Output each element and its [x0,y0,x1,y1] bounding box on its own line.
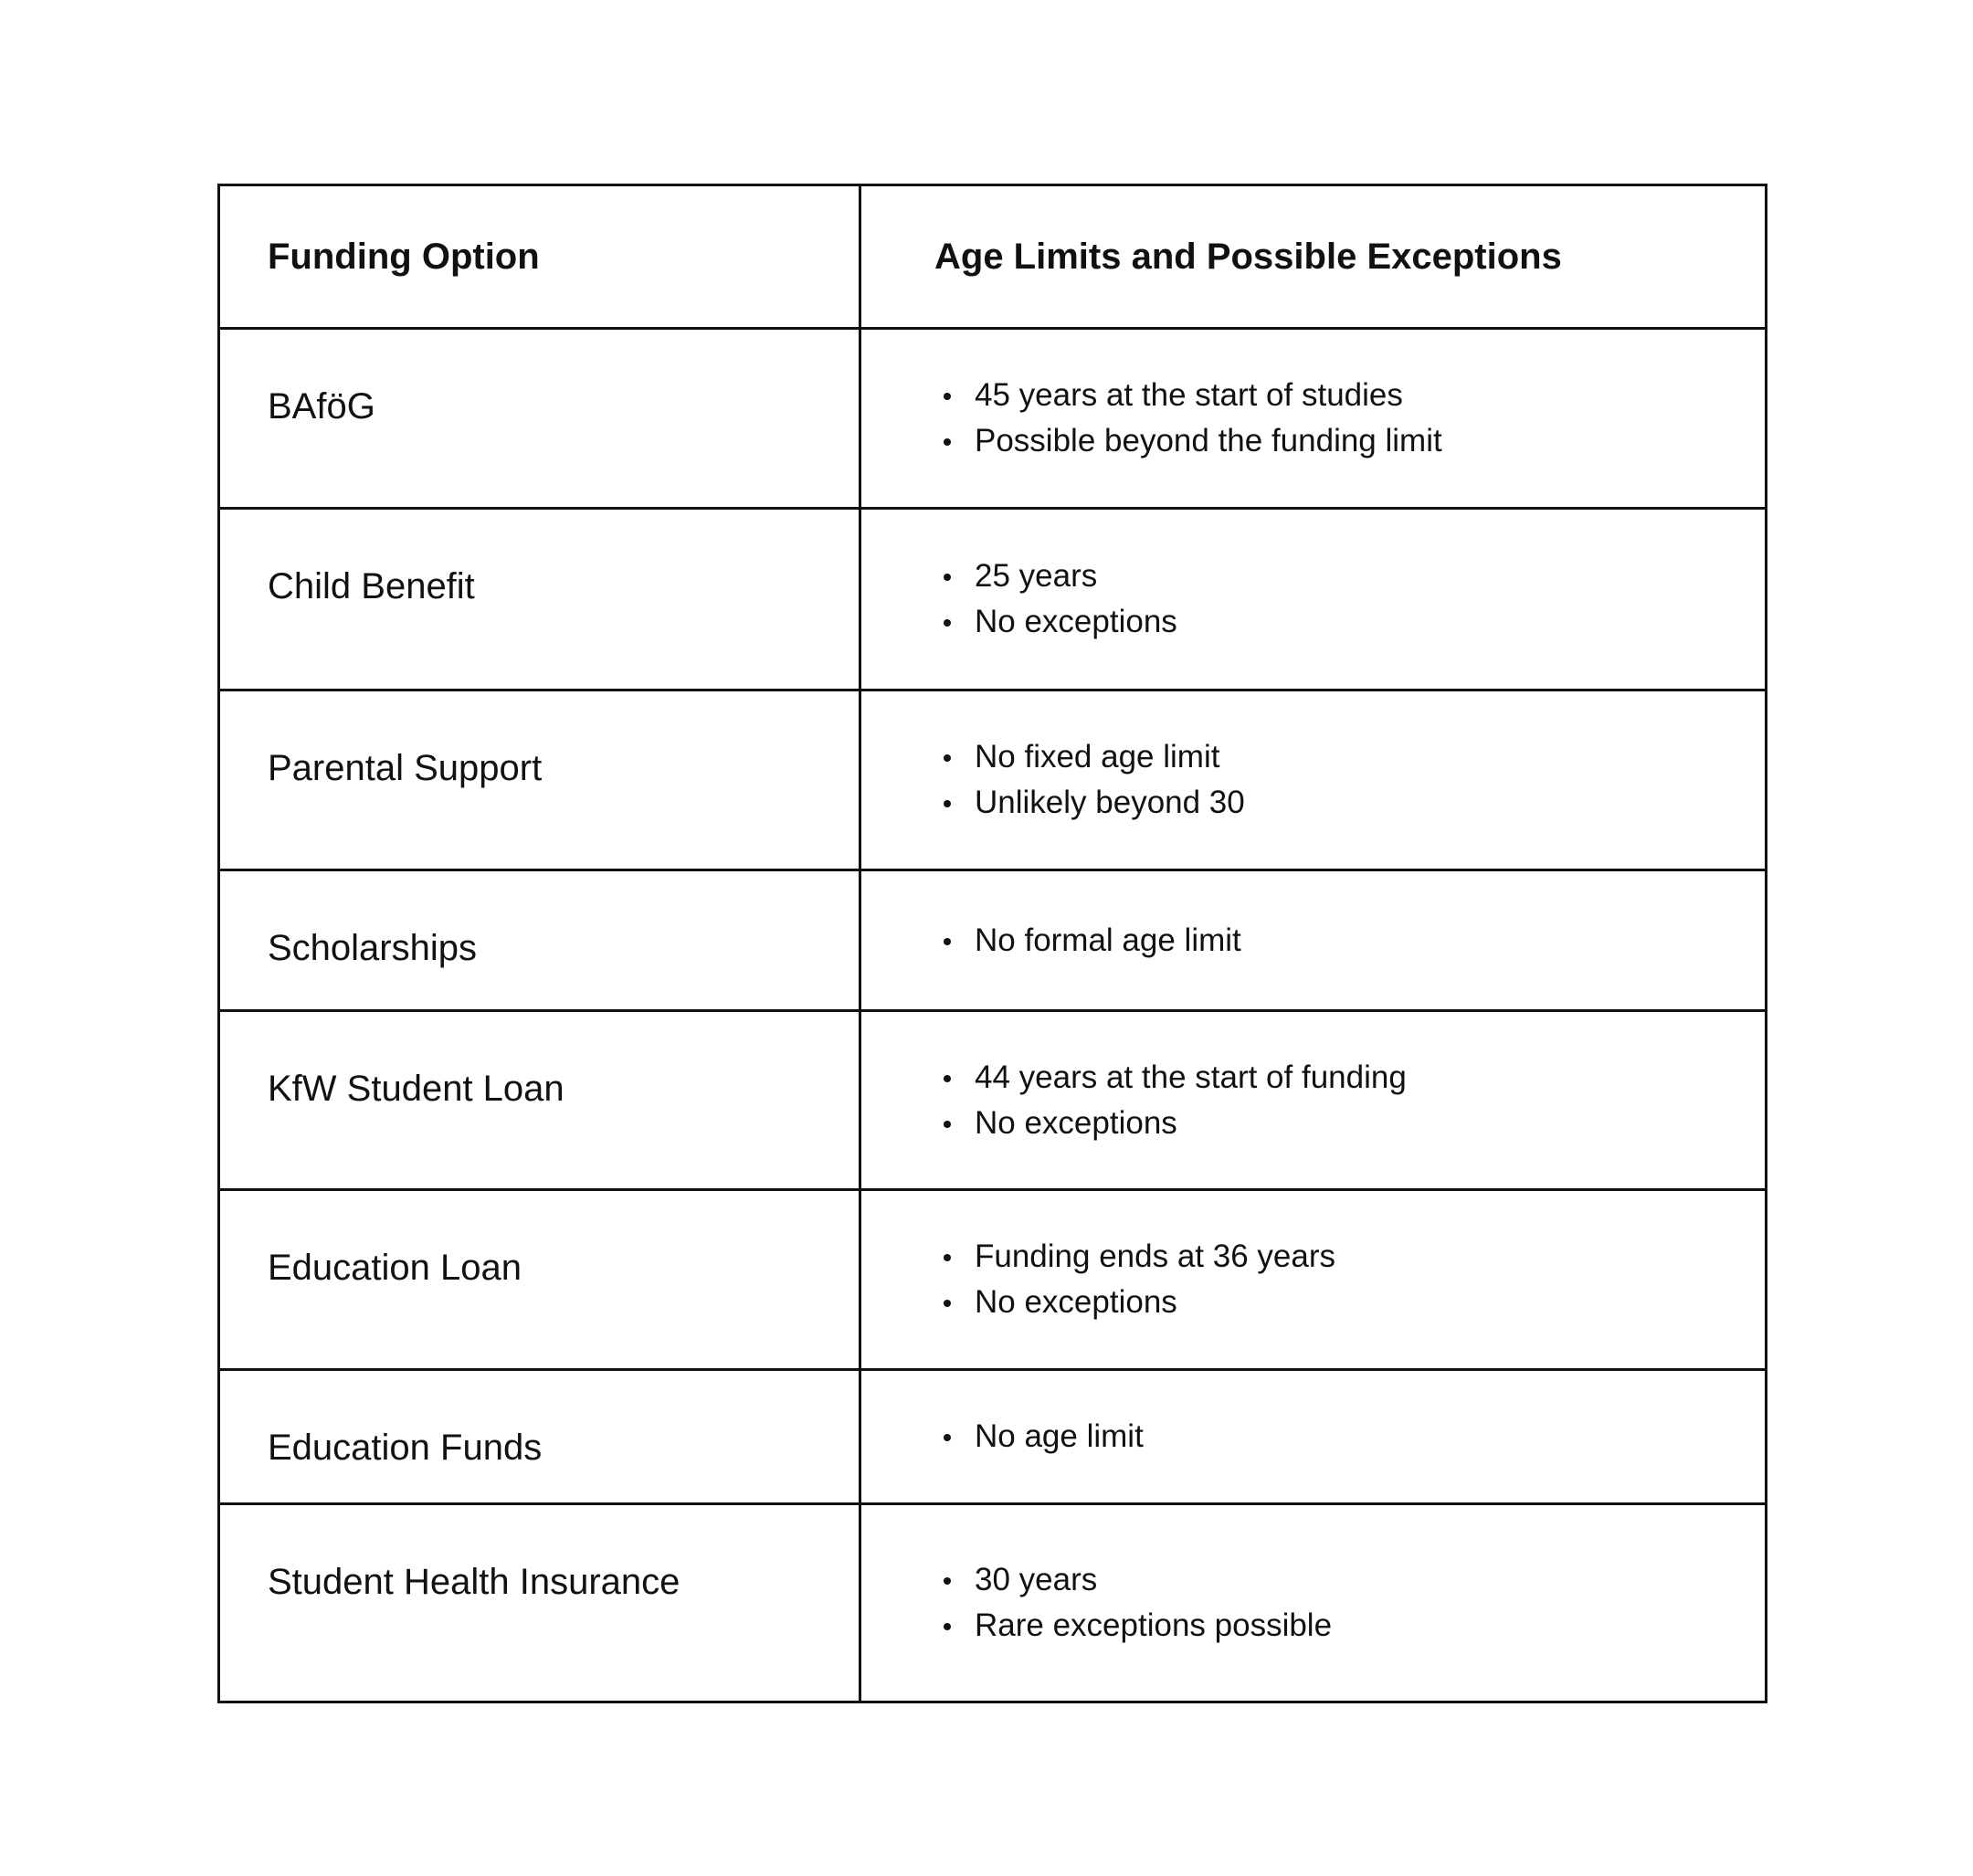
list-item: Funding ends at 36 years [944,1234,1765,1280]
age-limits-cell [860,1370,1767,1504]
funding-option-cell: Education Funds [219,1370,860,1504]
table-row [219,1190,1767,1370]
table-row [219,690,1767,870]
list-item: No formal age limit [944,918,1765,964]
age-limits-list [944,1557,1765,1649]
list-item: No exceptions [944,1280,1765,1325]
list-item: Rare exceptions possible [944,1603,1765,1649]
table-row [219,1370,1767,1504]
list-item: 44 years at the start of funding [944,1055,1765,1101]
table-row [219,870,1767,1011]
age-limits-cell [860,1011,1767,1190]
age-limits-list [944,734,1765,826]
age-limits-list [944,373,1765,464]
funding-option-cell: BAföG [219,329,860,509]
header-age-limits: Age Limits and Possible Exceptions [860,185,1767,329]
list-item: 30 years [944,1557,1765,1603]
age-limits-cell [860,1504,1767,1702]
funding-option-cell: Scholarships [219,870,860,1011]
age-limits-cell [860,690,1767,870]
table-header-row [219,185,1767,329]
funding-option-cell: Student Health Insurance [219,1504,860,1702]
list-item: No exceptions [944,599,1765,645]
table-row [219,1011,1767,1190]
list-item: No fixed age limit [944,734,1765,780]
age-limits-cell [860,329,1767,509]
age-limits-cell [860,509,1767,690]
list-item: Possible beyond the funding limit [944,418,1765,464]
table-row [219,509,1767,690]
list-item: 45 years at the start of studies [944,373,1765,418]
funding-option-cell: KfW Student Loan [219,1011,860,1190]
table-row [219,329,1767,509]
header-funding-option: Funding Option [219,185,860,329]
list-item: No age limit [944,1414,1765,1460]
age-limits-list [944,1234,1765,1325]
age-limits-list [944,918,1765,964]
age-limits-list [944,1414,1765,1460]
list-item: No exceptions [944,1101,1765,1146]
age-limits-list [944,1055,1765,1146]
age-limits-cell [860,870,1767,1011]
list-item: 25 years [944,553,1765,599]
funding-option-cell: Child Benefit [219,509,860,690]
funding-option-cell: Parental Support [219,690,860,870]
age-limits-list [944,553,1765,645]
table-row [219,1504,1767,1702]
age-limits-cell [860,1190,1767,1370]
funding-option-cell: Education Loan [219,1190,860,1370]
funding-age-limits-table [217,184,1767,1703]
list-item: Unlikely beyond 30 [944,780,1765,826]
